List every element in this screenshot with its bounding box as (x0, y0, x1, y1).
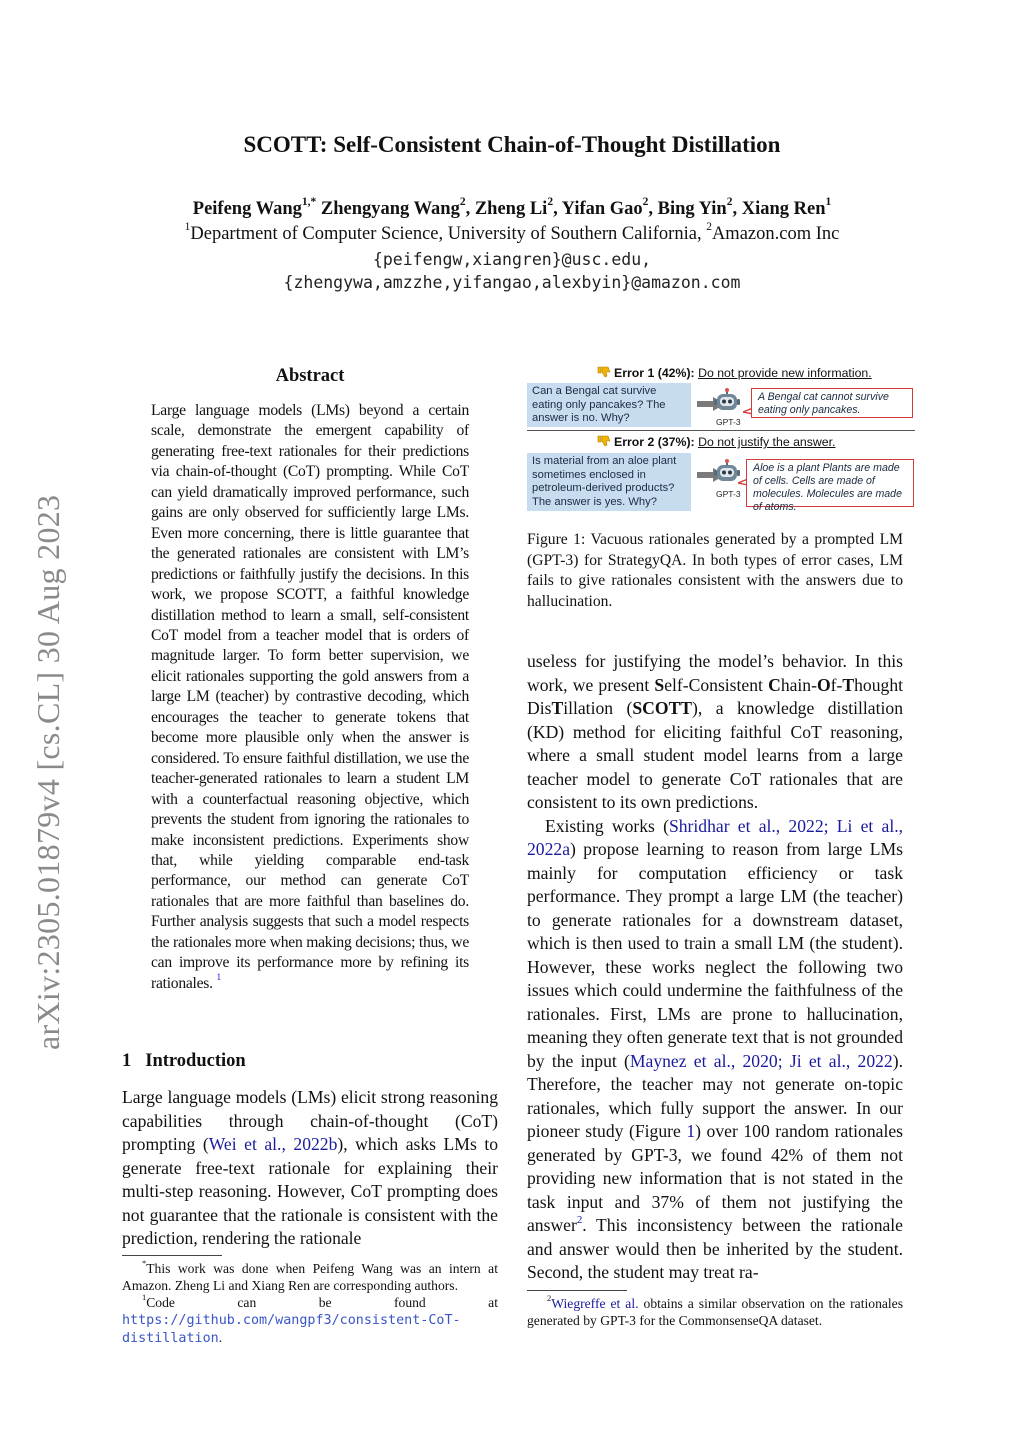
footnote-mark: 1 (142, 1292, 147, 1303)
robot-icon (713, 459, 741, 487)
text-run: ), which asks LMs to generate free-text rationale for explaining their multi-step reasoning. However, CoT prompting does not guarantee that the rationale is consistent with the prediction, rendering the rationale (122, 1134, 499, 1248)
affiliation-amazon: Amazon.com Inc (711, 224, 840, 244)
abstract-paragraph: Large language models (LMs) beyond a certain scale, demonstrate the emergent capability of generating free-text rationales for their predictions via chain-of-thought (CoT) prompting. While CoT can yield dramatically improved performance, such gains are only observed for sufficiently large LMs. Even more concerning, there is little guarantee that the generated rationales are consistent with LM’s predictions or faithfully justify the decisions. In this work, we propose SCOTT, a faithful knowledge distillation method to learn a small, self-consistent CoT model from a teacher model that is orders of magnitude larger. To form better supervision, we elicit rationales supporting the gold answers from a large LM (teacher) by contrastive decoding, which encourages the teacher to generate tokens that become more plausible only when the answer is considered. To ensure faithful distillation, we use the teacher-generated rationales to learn a student LM with a counterfactual reasoning objective, which prevents the student from ignoring the rationales to make inconsistent predictions. Experiments show that, while yielding comparable end-task performance, our method can generate CoT rationales that are more faithful than baselines do. Further analysis suggests that such a model respects the rationales more when making decisions; thus, we can improve its performance more by refining its rationales. (151, 402, 469, 992)
error-1-description: Do not provide new information. (698, 366, 872, 380)
body-paragraph (122, 1086, 498, 1251)
author-affiliation-mark: 1 (825, 196, 832, 209)
footnote-rule (527, 1290, 627, 1291)
email-line-amazon: {zhengywa,amzzhe,yifangao,alexbyin}@amazon.com (283, 273, 741, 292)
author-affiliation-mark: 2 (642, 196, 649, 209)
acronym-letter: T (551, 698, 564, 718)
affiliations (0, 221, 1024, 245)
footnote-mark: 2 (547, 1293, 552, 1304)
model-label: GPT-3 (716, 417, 741, 427)
footnote-rule (122, 1255, 222, 1256)
acronym-letter: C (768, 674, 781, 695)
paper-title: SCOTT: Self-Consistent Chain-of-Thought Distillation (243, 132, 781, 157)
section-heading-introduction (122, 1051, 246, 1072)
acronym-letter: S (654, 674, 665, 695)
footnote-ref[interactable]: 1 (216, 972, 221, 984)
figure-1 (527, 364, 915, 524)
error-2-title: Error 2 (37%): (614, 435, 695, 449)
question-box-1: Can a Bengal cat survive eating only pancakes? The answer is no. Why? (527, 383, 691, 427)
text-run: hought Dis (527, 674, 903, 718)
footnotes-left (122, 1260, 498, 1347)
abstract-heading: Abstract (275, 366, 345, 386)
error-2-label (597, 435, 835, 449)
author-name: Peifeng Wang (192, 199, 302, 219)
text-run: ) over 100 random rationales generated by GPT-3, we found 42% of them not providing new information that is not stated in the task input and 37% of them not justifying the answer (527, 1121, 903, 1235)
author-name: Zheng Li (474, 199, 548, 219)
author-affiliation-mark: 1,* (301, 196, 317, 209)
rationale-bubble-1: A Bengal cat cannot survive eating only pancakes. (751, 388, 913, 418)
affiliation-usc: Department of Computer Science, University of Southern California, (190, 224, 707, 244)
text-run: . This inconsistency between the rationale and answer would then be inherited by the student. Second, the student may treat ra- (527, 1215, 903, 1282)
footnote-text: Code can be found at (146, 1295, 498, 1310)
footnote-code (122, 1294, 498, 1347)
footnote-affiliation-note (122, 1260, 498, 1294)
footnote-ref[interactable]: 2 (576, 1213, 583, 1226)
model-label: GPT-3 (716, 489, 741, 499)
citation-link[interactable]: Wei et al., 2022b (208, 1134, 338, 1154)
figure-ref-link[interactable]: 1 (686, 1121, 696, 1141)
footnote-text: This work was done when Peifeng Wang was an intern at Amazon. Zheng Li and Xiang Ren are corresponding authors. (122, 1261, 498, 1293)
intro-paragraphs-right (527, 650, 903, 1285)
author-name: Yifan Gao (561, 199, 643, 219)
text-run: illation ( (563, 698, 633, 718)
author-affiliation-mark: 2 (726, 196, 733, 209)
citation-link[interactable]: Maynez et al., 2020; Ji et al., 2022 (629, 1050, 893, 1071)
footnote-text: obtains a similar observation on the rationales generated by GPT-3 for the CommonsenseQA dataset. (527, 1296, 903, 1328)
author-affiliation-mark: 2 (547, 196, 554, 209)
author-list: Peifeng Wang$^{1,*}$ Zhengyang Wang$^2$, Zheng Li$^2$, Yifan Gao$^2$, Bing Yin$^2$, Xiang Ren$^1$ (192, 196, 832, 219)
text-run: Large language models (LMs) elicit strong reasoning capabilities through chain-of-thought (CoT) prompting ( (122, 1087, 498, 1154)
email-line-usc: {peifengw,xiangren}@usc.edu, (372, 250, 652, 269)
acronym-letter: O (816, 674, 831, 695)
author-name: Bing Yin (657, 199, 727, 219)
arxiv-identifier: arXiv:2305.01879v4 [cs.CL] 30 Aug 2023 (30, 494, 66, 1050)
abstract-text (151, 401, 469, 994)
text-run: Existing works ( (545, 815, 669, 836)
text-run: elf-Consistent (664, 674, 769, 695)
error-1-title: Error 1 (42%): (614, 366, 695, 380)
footnotes-right (527, 1295, 903, 1329)
citation-link[interactable]: Wiegreffe et al. (551, 1296, 639, 1311)
intro-paragraph-left (122, 1086, 498, 1251)
text-run: ), a knowledge distillation (KD) method for eliciting faithful CoT reasoning, where a small student model learns from a large teacher model to generate CoT rationales that are consistent to its own predictions. (527, 698, 903, 812)
text-run: ) propose learning to reason from large LMs mainly for computation efficiency or task performance. They prompt a large LM (the teacher) to generate rationales for a downstream dataset, which is then used to train a small LM (the student). However, these works neglect the following two issues which could undermine the faithfulness of the rationales. First, LMs are prone to hallucination, meaning they often generate text that is not grounded by the input ( (527, 839, 903, 1071)
error-1-label (597, 366, 872, 380)
affiliation-mark: 2 (706, 221, 712, 234)
section-title: Introduction (145, 1051, 246, 1071)
footnote-gpt3-observation (527, 1295, 903, 1329)
text-run: hain- (780, 674, 817, 695)
section-number: 1 (122, 1051, 132, 1071)
body-paragraph (527, 815, 903, 1285)
robot-icon (713, 388, 741, 416)
thumbs-down-icon (597, 435, 611, 447)
body-paragraph (527, 650, 903, 815)
question-box-2: Is material from an aloe plant sometimes enclosed in petroleum-derived products? The answer is yes. Why? (527, 453, 691, 511)
text-run: ). Therefore, the teacher may not generate on-topic rationales, which fully support the answer. In our pioneer study (Figure (527, 1050, 903, 1141)
citation-link[interactable]: Shridhar et al., 2022; Li et al., 2022a (527, 815, 903, 859)
author-name: Zhengyang Wang (320, 199, 460, 219)
code-url-link[interactable]: https://github.com/wangpf3/consistent-CoT-distillation (122, 1313, 461, 1346)
error-2-description: Do not justify the answer. (698, 435, 836, 449)
method-name: SCOTT (632, 698, 693, 718)
affiliation-mark: 1 (184, 221, 191, 234)
text-run: f- (830, 674, 843, 695)
footnote-text: . (218, 1330, 223, 1345)
acronym-letter: T (842, 674, 855, 695)
figure-1-caption: Figure 1: Vacuous rationales generated by a prompted LM (GPT-3) for StrategyQA. In both types of error cases, LM fails to give rationales consistent with the answers due to hallucination. (527, 531, 903, 610)
figure-divider (527, 430, 915, 431)
thumbs-down-icon (597, 366, 611, 378)
rationale-bubble-2: Aloe is a plant Plants are made of cells. Cells are made of molecules. Molecules are made of atoms. (746, 459, 914, 507)
author-affiliation-mark: 2 (459, 196, 466, 209)
text-run: useless for justifying the model’s behavior. In this work, we present (527, 651, 903, 695)
author-name: Xiang Ren (741, 199, 826, 219)
footnote-mark: * (142, 1258, 147, 1269)
